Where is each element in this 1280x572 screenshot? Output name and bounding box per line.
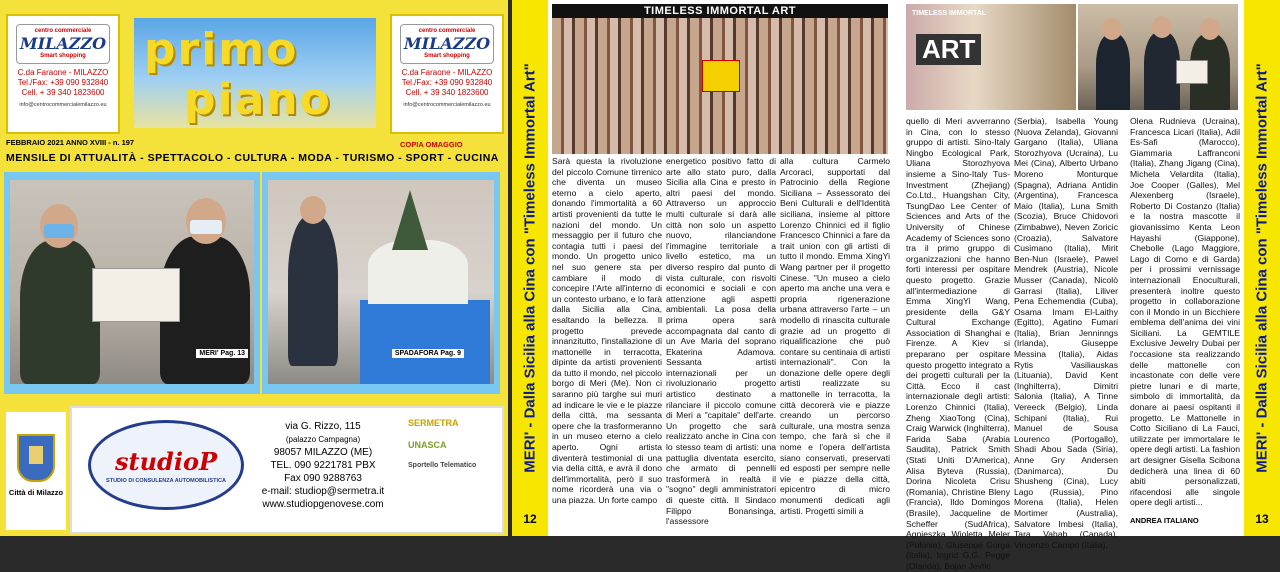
cover-photo-spadafora[interactable] — [262, 172, 500, 394]
ad-address: C.da Faraone - MILAZZO — [17, 68, 109, 77]
vertical-title: MERI' - Dalla Sicilia alla Cina con "Timeless Immortal Art" — [1253, 63, 1271, 473]
sermetra-logo: SERMETRA — [408, 418, 459, 428]
person — [1096, 34, 1130, 110]
issue-line: FEBBRAIO 2021 ANNO XVIII - n. 197 — [6, 138, 135, 147]
tile-artwork — [1176, 60, 1208, 84]
person-head — [1152, 16, 1172, 38]
ad-tel: Tel./Fax: +39 090 932840 — [401, 78, 493, 87]
partner-logos — [408, 418, 496, 481]
ad-cell: Cell. + 39 340 1823600 — [21, 88, 105, 97]
city-crest — [6, 412, 66, 530]
artist-mosaic-image — [552, 4, 888, 154]
sportello-logo: Sportello Telematico — [408, 462, 477, 469]
article-column-3: alla cultura Carmelo Arcoraci, supportati dal Patrocinio della Regione Siciliana – Assessorato dei Beni Culturali e dell'Identità siciliana, insieme al pittore Lorenzo Chinnici ed il figlio Francesco Chinnici a fare da trait union con gli artisti di tutto il mondo. Emma XingYi Wang partner per il progetto Cinese. "Un museo a cielo aperto ma anche una vera e propria rigenerazione urbana attraverso l'arte – un modello di rinascita culturale grazie ad un progetto di riqualificazione che può contare su centinaia di artisti internazionali". Con la donazione delle opere degli artisti realizzate su mattonelle in terracotta, la città decorerà vie e piazze creando un percorso culturale, una mostra senza tempo, che farà sì che il nome e l'opera dell'artista siano conservati, preservati ed esposti per sempre nelle vie e piazze della città, epicentro di micro monumenti dedicati agli artisti. Progetti simili a — [780, 156, 890, 516]
cover-photo-meri[interactable] — [4, 172, 260, 394]
mosaic-title: TIMELESS IMMORTAL ART — [552, 4, 888, 18]
ad-milazzo-right[interactable] — [390, 14, 504, 134]
tree-icon — [392, 190, 428, 250]
article-column-6: Olena Rudnieva (Ucraina), Francesca Licari (Italia), Adil Es-Safi (Marocco), Giammaria Laffranconi (Italia), Zhang Jigang (Cina), Michela Velardita (Italia), Joe Cooper (Galles), Mel Alexenberg (Israele), Roberto Di Costanzo (Italia) e la nostra mascotte il giovanissimo Kenta Leon Hayashi (Giappone), Chebolle (Lago Maggiore, Lago di Como e di Garda) per i prossimi vernissage internazionali Enoculturali, presenterà inoltre questo progetto in collaborazione con il Mondo in un Bicchiere emblema dell'anima dei vini Siciliani. La GEMTILE Exclusive Jewelry Dubai per l'occasione sta realizzando delle mattonelle con incastonate con delle vere pietre lunari e di marte, simbolo di immortalità, da donare ai paesi ospitanti il progetto. Le Mattonelle in Cotto Siciliano di La Fauci, utilizzate per immortalare le opere degli artisti. La fashion art designer Gisella Scibona dedicherà una linea di 60 abiti personalizzati, rifacendosi alle singole opere degli artisti... — [1130, 116, 1240, 508]
milazzo-logo: centro commerciale MILAZZO Smart shopping — [16, 24, 110, 64]
masthead — [134, 18, 376, 128]
masthead-word-2: piano — [184, 74, 332, 125]
crest-label: Città di Milazzo — [8, 488, 64, 497]
side-strip-right — [1244, 0, 1280, 536]
copia-omaggio: COPIA OMAGGIO — [400, 140, 463, 149]
ad-tel: Tel./Fax: +39 090 932840 — [17, 78, 109, 87]
person-left — [20, 240, 100, 384]
ad-email: info@centrocommercialemilazzo.eu — [19, 102, 107, 108]
person — [1144, 32, 1180, 110]
ad-cell: Cell. + 39 340 1823600 — [405, 88, 489, 97]
photo-caption: MERI' Pag. 13 — [196, 349, 248, 358]
person-head — [300, 196, 326, 224]
tile-artwork — [92, 268, 180, 322]
mask-icon — [190, 220, 222, 234]
studio-p-logo: studioP STUDIO DI CONSULENZA AUTOMOBILISTICA — [88, 420, 244, 510]
tagline: MENSILE DI ATTUALITÀ - SPETTACOLO - CULTURA - MODA - TURISMO - SPORT - CUCINA — [6, 152, 499, 164]
sicily-flag-icon — [702, 60, 740, 92]
photo-caption: SPADAFORA Pag. 9 — [392, 349, 464, 358]
cover-page — [0, 0, 508, 536]
article-spread — [512, 0, 1280, 571]
milazzo-logo: centro commerciale MILAZZO Smart shopping — [400, 24, 494, 64]
crest-icon — [17, 434, 55, 482]
article-column-1: Sarà questa la rivoluzione del piccolo Comune tirrenico che diventa un museo eterno a cielo aperto, donando l'immortalità a 60 artisti provenienti da tutte le nazioni del mondo. Un messaggio per il futuro che contagia tutti i paesi del mondo. Un progetto unico nel suo genere sta per cambiare il modo di concepire l'Arte all'interno di un contesto urbano, e lo farà dalla Sicilia alla Cina, esaltando la bellezza. Il progetto prevede innanzitutto, l'installazione di mattonelle in terracotta, dipinte da artisti provenienti da tutto il mondo, nel piccolo borgo di Meri (Me). Non ci saranno più targhe sui muri ad indicare le vie e le piazze della città, ma sessanta opere che la trasformeranno in un museo eterno a cielo aperto. Ogni artista diventerà testimonial di una via della città, e avrà il dono dell'immortalità, però il suo nome ricorderà una via o una piazza. Un forte campo — [552, 156, 662, 505]
person-head — [1200, 18, 1220, 40]
person-head — [1102, 18, 1122, 40]
nativity-table — [360, 300, 490, 384]
person — [288, 216, 338, 366]
ad-milazzo-left[interactable] — [6, 14, 120, 134]
art-header: TIMELESS IMMORTAL — [912, 10, 987, 17]
article-column-4: quello di Meri avverranno in Cina, con lo stesso gruppo di artisti. Sino-Italy Ningbo Ecological Park, Uliana Storozhyova insieme a Sino-Italy Tus-Investment (Zhejiang) Co.Ltd., Huangshan City, TsungDao Lee Center of Sciences and Arts of the University of Chinese Academy of Sciences sono tra il primo gruppo di organizzazioni che hanno forti interessi per ospitare questo progetto. Grazie all'intermediazione di Emma XingYi Wang, presidente della G&Y Cultural Exchange Association di Shanghai e Firenze. A Kiev si preparano per ospitare questo progetto integrato a dei progetti culturali per la Città. Ecco il cast internazionale degli artisti: Lorenzo Chinnici (Italia), Zheng XiaoTong (Cina), Craig Warwick (Inghilterra), Farida Saba (Arabia Saudita), Patrick Smith (Stati Uniti D'America), Alisa Byteva (Russia), Dorina Nicoleta Crisu (Romania), Christine Bleny (Francia), Ildo Domingos (Brasile), Jacqueline de Scheffer (SudAfrica), Agnieszka Wioletta Meler (Polonia), Giuseppe Gorga (Italia), Ingrid G.G. Pegge (Olanda), Bojan Jevtic — [906, 116, 1010, 571]
ad-email: info@centrocommercialemilazzo.eu — [403, 102, 491, 108]
photo-scene — [268, 180, 494, 384]
side-strip-left — [512, 0, 548, 536]
officials-photo — [1078, 4, 1238, 110]
mask-icon — [44, 224, 74, 238]
ad-address: C.da Faraone - MILAZZO — [401, 68, 493, 77]
article-column-2: energetico positivo fatto di arte allo stato puro, dalla Sicilia alla Cina e presto in altri paesi del mondo. Attraverso un approccio multi culturale si darà alle città non solo un aspetto nuovo, rilanciandone l'immagine territoriale a livello estetico, ma un diverso respiro dal punto di vista culturale, con risvolti economici e sociali e con attenzione agli aspetti ambientali. La posa della prima opera sarà accompagnata dal canto di un Ave Maria del soprano Ekaterina Adamova. Sessanta artisti internazionali per un rivoluzionario progetto artistico destinato a rilanciare il piccolo comune di Meri a "capitale" dell'arte. Un progetto che sarà realizzato anche in Cina con lo stesso team di artisti: una pattuglia diventata esercito, che armato di pennelli trasformerà in realtà il "sogno" degli amministratori di queste città. Il Sindaco Filippo Bonansinga, l'assessore — [666, 156, 776, 527]
studio-p-ad[interactable] — [70, 406, 504, 534]
vertical-title: MERI' - Dalla Sicilia alla Cina con "Timeless Immortal Art" — [521, 63, 539, 473]
article-column-5: (Serbia), Isabella Young (Nuova Zelanda), Giovanni Gargano (Italia), Uliana Storozhyova (Ucraina), Lu Mei (Cina), Alberto Urbano Moreno Monturque (Spagna), Adriana Antidin (Argentina), Francesca Maio (Italia), Luna Smith (Scozia), Bruce Chidovori (Zimbabwe), Neven Zoricic (Croazia), Salvatore Cusimano (Italia), Mirit Ben-Nun (Israele), Pawel Mendrek (Austria), Nicole Musser (Canada), Nicolò Garrasi (Italia), Liliver Pena Echemendia (Cuba), Osama Imam El-Laithy (Egitto), Agatino Fumari (Italia), Brian Jenninngs (Irlanda), Giuseppe Messina (Italia), Aidas Rytis Vasiliauskas (Lituania), David Kent (Inghilterra), Dimitri Salonia (Italia), A Tinne Vereeck (Belgio), Linda Schipani (Italia), Rui Manuel de Sousa Lourenco (Portogallo), Shadi Abou Sada (Siria), Anne Gry Andersen (Danimarca), Du Shusheng (Cina), Lucy Lago (Russia), Pino Morena (Italia), Helen Mortimer (Australia), Salvatore Imbesi (Italia), Tara Vahab (Canada), Vincenzo Campo (Italia), — [1014, 116, 1118, 550]
page-number-left: 12 — [523, 512, 537, 526]
art-collage-image — [906, 4, 1076, 110]
unasca-logo: UNASCA — [408, 440, 447, 450]
photo-scene — [10, 180, 254, 384]
masthead-word-1: primo — [144, 24, 299, 75]
page-number-right: 13 — [1255, 512, 1269, 526]
studio-contacts: via G. Rizzo, 115 (palazzo Campagna) 98057 MILAZZO (ME) TEL. 090 9221781 PBX Fax 090 9288763 e-mail: studiop@sermetra.it www.studiopgenovese.com — [261, 421, 385, 510]
art-big-label: ART — [916, 34, 981, 65]
byline: ANDREA ITALIANO — [1130, 516, 1199, 525]
